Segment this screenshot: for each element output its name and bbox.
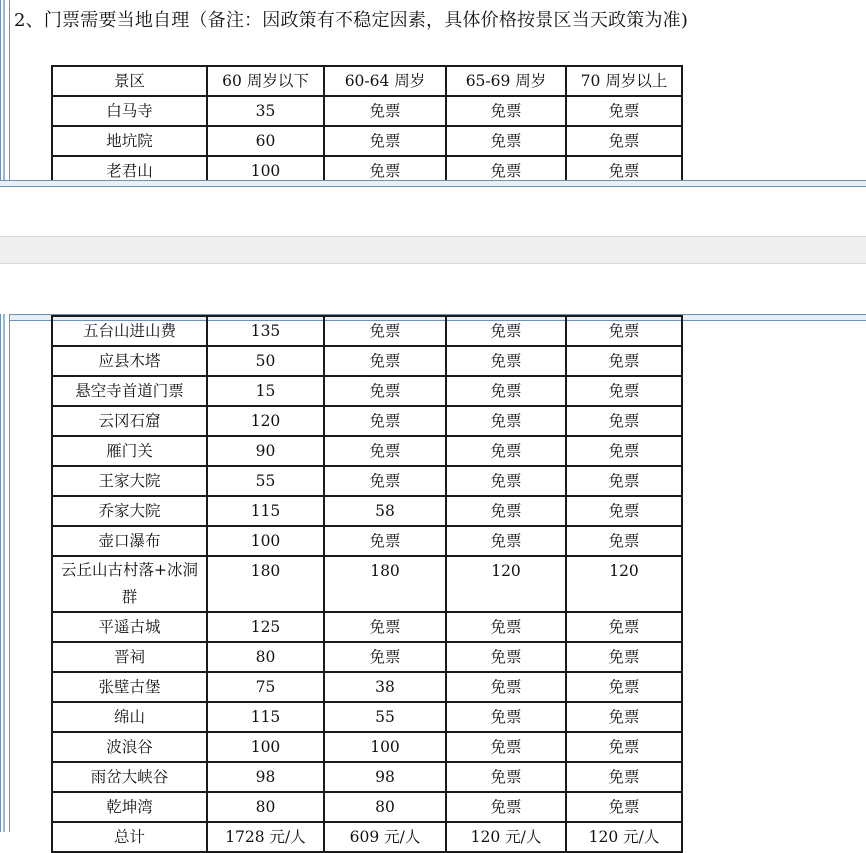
scenic-spot-cell: 老君山 <box>52 156 207 186</box>
price-cell: 免票 <box>566 436 682 466</box>
price-cell: 免票 <box>446 702 566 732</box>
price-cell: 180 <box>207 556 324 612</box>
page-frame-left <box>0 0 10 187</box>
scenic-spot-cell: 平遥古城 <box>52 612 207 642</box>
price-cell: 免票 <box>324 346 446 376</box>
price-cell: 120 元/人 <box>566 822 682 852</box>
header-cell: 60-64 周岁 <box>324 66 446 96</box>
scenic-spot-cell: 晋祠 <box>52 642 207 672</box>
price-cell: 125 <box>207 612 324 642</box>
scenic-spot-cell: 张壁古堡 <box>52 672 207 702</box>
price-cell: 免票 <box>566 612 682 642</box>
ticket-note-heading: 2、门票需要当地自理（备注：因政策有不稳定因素，具体价格按景区当天政策为准) <box>14 10 689 31</box>
price-cell: 98 <box>207 762 324 792</box>
table-row <box>52 126 682 156</box>
price-cell: 免票 <box>566 376 682 406</box>
price-cell: 免票 <box>324 436 446 466</box>
price-cell: 免票 <box>566 466 682 496</box>
price-cell: 609 元/人 <box>324 822 446 852</box>
price-cell: 免票 <box>446 316 566 346</box>
scenic-spot-cell: 地坑院 <box>52 126 207 156</box>
price-cell: 免票 <box>324 642 446 672</box>
price-cell: 免票 <box>566 762 682 792</box>
price-cell: 免票 <box>566 156 682 186</box>
scenic-spot-cell: 王家大院 <box>52 466 207 496</box>
table-row <box>52 642 682 672</box>
header-cell: 70 周岁以上 <box>566 66 682 96</box>
price-cell: 免票 <box>324 612 446 642</box>
price-cell: 80 <box>207 792 324 822</box>
price-cell: 免票 <box>446 346 566 376</box>
price-cell: 180 <box>324 556 446 612</box>
price-cell: 免票 <box>324 316 446 346</box>
table-row <box>52 556 682 612</box>
scenic-spot-cell: 云丘山古村落+冰洞群 <box>52 556 207 612</box>
scenic-spot-cell: 云冈石窟 <box>52 406 207 436</box>
scenic-spot-cell: 壶口瀑布 <box>52 526 207 556</box>
table-row <box>52 496 682 526</box>
table-row <box>52 466 682 496</box>
price-cell: 100 <box>207 156 324 186</box>
price-cell: 免票 <box>566 346 682 376</box>
price-cell: 35 <box>207 96 324 126</box>
price-cell: 38 <box>324 672 446 702</box>
price-cell: 免票 <box>446 96 566 126</box>
scenic-spot-cell: 乔家大院 <box>52 496 207 526</box>
price-cell: 免票 <box>446 436 566 466</box>
price-cell: 55 <box>207 466 324 496</box>
price-cell: 75 <box>207 672 324 702</box>
price-cell: 免票 <box>446 376 566 406</box>
table-row <box>52 762 682 792</box>
header-cell: 65-69 周岁 <box>446 66 566 96</box>
price-cell: 免票 <box>566 526 682 556</box>
price-cell: 120 元/人 <box>446 822 566 852</box>
table-row <box>52 316 682 346</box>
scenic-spot-cell: 白马寺 <box>52 96 207 126</box>
scenic-spot-cell: 绵山 <box>52 702 207 732</box>
scenic-spot-cell: 雁门关 <box>52 436 207 466</box>
table-row <box>52 436 682 466</box>
price-cell: 免票 <box>324 376 446 406</box>
price-cell: 免票 <box>566 642 682 672</box>
price-cell: 100 <box>207 526 324 556</box>
price-cell: 免票 <box>446 732 566 762</box>
price-cell: 免票 <box>566 96 682 126</box>
scenic-spot-cell: 雨岔大峡谷 <box>52 762 207 792</box>
price-cell: 120 <box>566 556 682 612</box>
price-cell: 免票 <box>324 526 446 556</box>
price-cell: 免票 <box>446 612 566 642</box>
price-cell: 免票 <box>324 156 446 186</box>
price-cell: 免票 <box>446 156 566 186</box>
price-cell: 115 <box>207 702 324 732</box>
table-row <box>52 96 682 126</box>
price-cell: 免票 <box>566 792 682 822</box>
price-cell: 55 <box>324 702 446 732</box>
price-cell: 免票 <box>446 496 566 526</box>
table-header-row <box>52 66 682 96</box>
document-page-top <box>0 0 866 187</box>
table-row <box>52 526 682 556</box>
table-row <box>52 376 682 406</box>
price-cell: 免票 <box>324 466 446 496</box>
price-cell: 50 <box>207 346 324 376</box>
price-cell: 免票 <box>566 316 682 346</box>
table-row <box>52 612 682 642</box>
scenic-spot-cell: 悬空寺首道门票 <box>52 376 207 406</box>
price-cell: 免票 <box>324 406 446 436</box>
table-row <box>52 792 682 822</box>
price-cell: 免票 <box>566 732 682 762</box>
price-cell: 免票 <box>566 126 682 156</box>
page-separator <box>0 236 866 264</box>
price-cell: 120 <box>207 406 324 436</box>
scenic-spot-cell: 乾坤湾 <box>52 792 207 822</box>
price-cell: 免票 <box>566 672 682 702</box>
scenic-spot-cell: 应县木塔 <box>52 346 207 376</box>
price-cell: 免票 <box>446 672 566 702</box>
header-cell: 60 周岁以下 <box>207 66 324 96</box>
price-cell: 免票 <box>446 126 566 156</box>
scenic-spot-cell: 总计 <box>52 822 207 852</box>
price-cell: 免票 <box>324 96 446 126</box>
price-cell: 58 <box>324 496 446 526</box>
header-cell: 景区 <box>52 66 207 96</box>
table-row <box>52 822 682 852</box>
table-row <box>52 346 682 376</box>
price-cell: 90 <box>207 436 324 466</box>
price-cell: 免票 <box>446 526 566 556</box>
price-cell: 80 <box>324 792 446 822</box>
table-row <box>52 672 682 702</box>
price-cell: 免票 <box>446 466 566 496</box>
price-cell: 免票 <box>566 406 682 436</box>
price-cell: 1728 元/人 <box>207 822 324 852</box>
price-cell: 免票 <box>446 762 566 792</box>
price-cell: 免票 <box>566 702 682 732</box>
price-cell: 免票 <box>446 792 566 822</box>
price-cell: 120 <box>446 556 566 612</box>
table-row <box>52 406 682 436</box>
scenic-spot-cell: 波浪谷 <box>52 732 207 762</box>
price-cell: 免票 <box>446 406 566 436</box>
table-row <box>52 702 682 732</box>
price-cell: 15 <box>207 376 324 406</box>
scenic-spot-cell: 五台山进山费 <box>52 316 207 346</box>
page-frame-left <box>0 314 10 832</box>
price-cell: 115 <box>207 496 324 526</box>
price-cell: 98 <box>324 762 446 792</box>
price-cell: 60 <box>207 126 324 156</box>
price-cell: 135 <box>207 316 324 346</box>
ticket-price-table-bottom <box>51 315 683 853</box>
price-cell: 免票 <box>446 642 566 672</box>
price-cell: 100 <box>324 732 446 762</box>
table-row <box>52 732 682 762</box>
price-cell: 免票 <box>324 126 446 156</box>
price-cell: 80 <box>207 642 324 672</box>
price-cell: 100 <box>207 732 324 762</box>
page-frame-bottom <box>0 180 866 187</box>
ticket-price-table-top <box>51 65 683 187</box>
price-cell: 免票 <box>566 496 682 526</box>
